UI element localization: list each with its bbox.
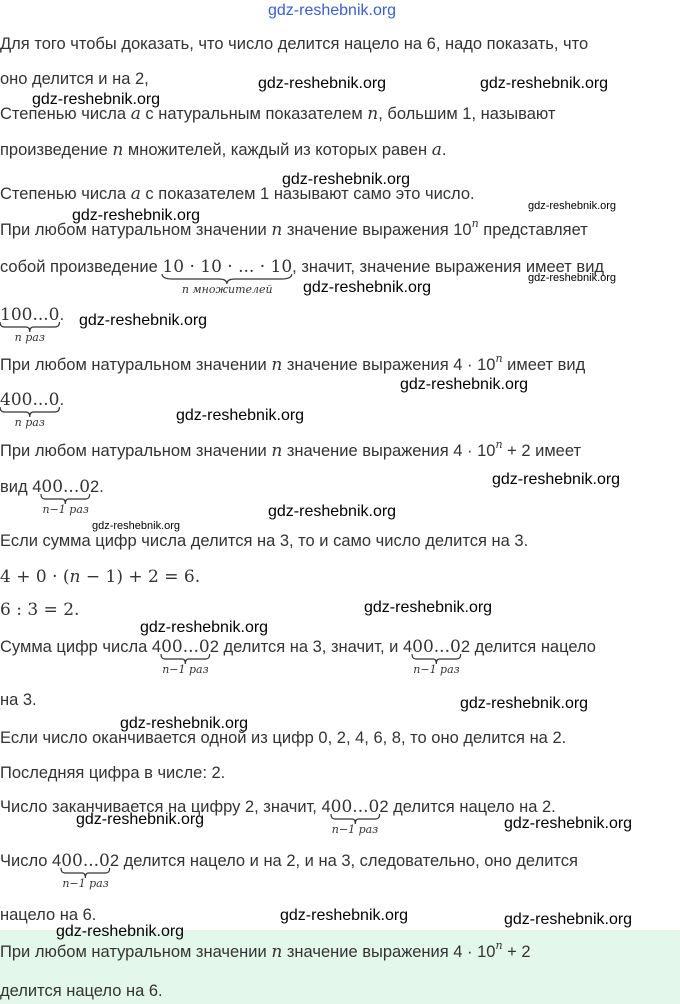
underbrace-400: 400...0 n раз bbox=[0, 390, 60, 429]
watermark: gdz-reshebnik.org bbox=[32, 91, 161, 108]
watermark: gdz-reshebnik.org bbox=[528, 272, 617, 284]
text-line-1: Для того чтобы доказать, что число делится нацело на 6, надо показать, что bbox=[0, 35, 589, 53]
underbrace-100: 100...0 n раз bbox=[0, 305, 60, 344]
watermark: gdz-reshebnik.org bbox=[56, 923, 185, 940]
watermark: gdz-reshebnik.org bbox=[268, 503, 397, 520]
watermark: gdz-reshebnik.org bbox=[92, 520, 181, 532]
watermark: gdz-reshebnik.org bbox=[72, 207, 201, 224]
watermark: gdz-reshebnik.org bbox=[258, 75, 387, 92]
watermark: gdz-reshebnik.org bbox=[504, 815, 633, 832]
text-line-2: оно делится и на 2, bbox=[0, 70, 149, 88]
text-line-19: Последняя цифра в числе: 2. bbox=[0, 764, 226, 782]
underbrace-00-3: 00...0 n−1 раз bbox=[412, 637, 461, 676]
text-line-8: 100...0 n раз . bbox=[0, 305, 65, 344]
watermark: gdz-reshebnik.org bbox=[492, 471, 621, 488]
text-line-9: При любом натуральном значении n значение выражения $4 \cdot 10^n$ имеет вид bbox=[0, 352, 586, 375]
text-line-7: собой произведение 10 · 10 · ... · 10 n множителей , значит, значение выражения имеет вид bbox=[0, 257, 605, 296]
watermark: gdz-reshebnik.org bbox=[280, 907, 409, 924]
conclusion-line-1: При любом натуральном значении n значение выражения $4 \cdot 10^n + 2$ bbox=[0, 939, 531, 962]
text-line-17: на 3. bbox=[0, 691, 37, 709]
text-line-14: 4 + 0 · (n − 1) + 2 = 6. bbox=[0, 567, 201, 587]
watermark-top: gdz-reshebnik.org bbox=[268, 2, 397, 19]
watermark: gdz-reshebnik.org bbox=[400, 376, 529, 393]
text-line-21: Число 400...0 n−1 раз 2 делится нацело и на 2, и на 3, следовательно, оно делится bbox=[0, 851, 578, 890]
text-line-13: Если сумма цифр числа делится на 3, то и само число делится на 3. bbox=[0, 532, 529, 550]
watermark: gdz-reshebnik.org bbox=[303, 279, 432, 296]
watermark: gdz-reshebnik.org bbox=[528, 200, 617, 212]
watermark: gdz-reshebnik.org bbox=[364, 599, 493, 616]
text-line-11: При любом натуральном значении n значение выражения $4 \cdot 10^n + 2$ имеет bbox=[0, 438, 582, 461]
text-line-5: Степенью числа a с показателем 1 называют само это число. bbox=[0, 184, 475, 204]
text-line-20: Число заканчивается на цифру 2, значит, 400...0 n−1 раз 2 делится нацело на 2. bbox=[0, 797, 556, 836]
watermark: gdz-reshebnik.org bbox=[480, 75, 609, 92]
text-line-6: При любом натуральном значении n значение выражения 10$^n$ представляет bbox=[0, 217, 588, 240]
underbrace-00-5: 00...0 n−1 раз bbox=[61, 851, 110, 890]
text-line-22: нацело на 6. bbox=[0, 906, 97, 924]
text-line-12: вид 400...0 n−1 раз 2. bbox=[0, 477, 104, 516]
watermark: gdz-reshebnik.org bbox=[79, 312, 208, 329]
underbrace-product: 10 · 10 · ... · 10 n множителей bbox=[162, 257, 293, 296]
watermark: gdz-reshebnik.org bbox=[120, 715, 249, 732]
watermark: gdz-reshebnik.org bbox=[140, 619, 269, 636]
text-line-15: 6 : 3 = 2. bbox=[0, 600, 80, 620]
text-line-3: Степенью числа a с натуральным показателем n, большим 1, называют bbox=[0, 104, 556, 124]
text-line-4: произведение n множителей, каждый из которых равен a. bbox=[0, 140, 447, 160]
underbrace-00-2: 00...0 n−1 раз bbox=[161, 637, 210, 676]
watermark: gdz-reshebnik.org bbox=[504, 911, 633, 928]
text-line-18: Если число оканчивается одной из цифр 0, 2, 4, 6, 8, то оно делится на 2. bbox=[0, 729, 567, 747]
text-line-16: Сумма цифр числа 400...0 n−1 раз 2 делится на 3, значит, и 400...0 n−1 раз 2 делится нацело bbox=[0, 637, 596, 676]
text-line-10: 400...0 n раз . bbox=[0, 390, 65, 429]
watermark: gdz-reshebnik.org bbox=[76, 811, 205, 828]
underbrace-00-1: 00...0 n−1 раз bbox=[41, 477, 91, 516]
watermark: gdz-reshebnik.org bbox=[282, 171, 411, 188]
underbrace-00-4: 00...0 n−1 раз bbox=[330, 797, 380, 836]
conclusion-line-2: делится нацело на 6. bbox=[0, 982, 163, 1000]
watermark: gdz-reshebnik.org bbox=[176, 407, 305, 424]
watermark: gdz-reshebnik.org bbox=[460, 695, 589, 712]
